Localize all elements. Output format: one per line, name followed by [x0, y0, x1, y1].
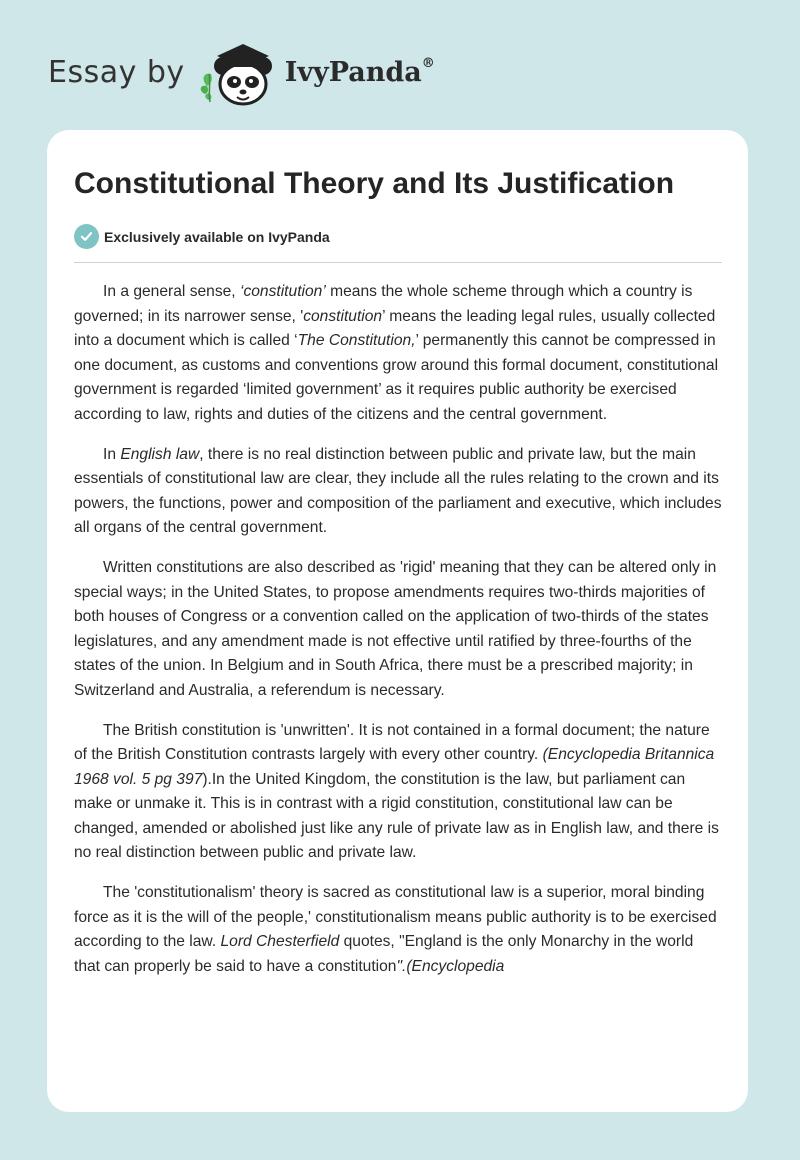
text-run: quotes, "England is the only Monarchy in the world that can properly be said to have a constitution — [74, 933, 694, 975]
italic-run: constitution — [303, 307, 383, 325]
essay-by-label: Essay by — [48, 54, 185, 90]
text-run: The 'constitutionalism' theory is sacred as constitutional law is a superior, moral binding force as it is the will of the people,' constitutionalism means public authority is to be exercised according to the law. — [74, 884, 717, 951]
essay-title: Constitutional Theory and Its Justification — [74, 167, 675, 200]
brand-name — [285, 56, 435, 88]
text-run: In — [103, 445, 121, 463]
body-paragraph — [74, 443, 722, 541]
text-run: In a general sense, — [103, 283, 240, 300]
essay-card — [47, 130, 748, 1112]
ivypanda-logo-icon — [199, 36, 283, 108]
body-paragraph — [74, 719, 722, 867]
italic-run: ".(Encyclopedia — [396, 957, 505, 975]
text-run: ).In the United Kingdom, the constitution is the law, but parliament can make or unmake it. This is in contrast with a rigid constitution, constitutional law can be changed, amended or abolished just like any rule of private law as in English law, and there is no real distinction between public and private law. — [74, 770, 719, 862]
body-paragraph — [74, 556, 722, 704]
italic-run: English law — [120, 445, 200, 463]
text-run: Written constitutions are also described as 'rigid' meaning that they can be altered only in special ways; in the United States, to propose amendments requires two-thirds majorities of both houses of Congress or a convention called on the application of two-thirds of the states legislatures, and any amendment made is not effective until ratified by three-fourths of the states of the union. In Belgium and in South Africa, there must be a prescribed majority; in Switzerland and Australia, a referendum is necessary. — [74, 558, 717, 699]
text-run: The British constitution is 'unwritten'. It is not contained in a formal document; the nature of the British Constitution contrasts largely with every other country. — [74, 721, 710, 764]
italic-run: Lord Chesterfield — [220, 933, 340, 951]
body-paragraph — [74, 280, 722, 428]
italic-run: The Constitution, — [297, 332, 416, 350]
check-circle-icon — [74, 224, 99, 249]
text-run: ’ means the leading legal rules, usually collected into a document which is called ‘ — [74, 307, 716, 350]
text-run: , there is no real distinction between public and private law, but the main essentials of constitutional law are clear, they include all the rules relating to the crown and its powers, the functions, power and composition of the parliament and executive, which includes all organs of the central government. — [74, 445, 722, 537]
body-paragraph — [74, 881, 722, 979]
text-run: means the whole scheme through which a country is governed; in its narrower sense, ' — [74, 283, 693, 325]
brand-text: IvyPanda — [284, 57, 422, 88]
text-run: ’ permanently this cannot be compressed in one document, as customs and conventions grow around this formal document, constitutional government is regarded ‘limited government’ as it requires public authority be exercised according to law, rights and duties of the citizens and the central government. — [74, 332, 719, 423]
italic-run: ‘constitution’ — [239, 283, 326, 300]
essay-body — [74, 280, 722, 979]
site-header — [48, 36, 435, 108]
exclusive-badge-text: Exclusively available on IvyPanda — [104, 228, 330, 245]
divider — [74, 262, 722, 263]
registered-mark: ® — [421, 56, 435, 71]
exclusive-badge — [74, 224, 722, 249]
italic-run: (Encyclopedia Britannica 1968 vol. 5 pg 397 — [74, 746, 715, 788]
